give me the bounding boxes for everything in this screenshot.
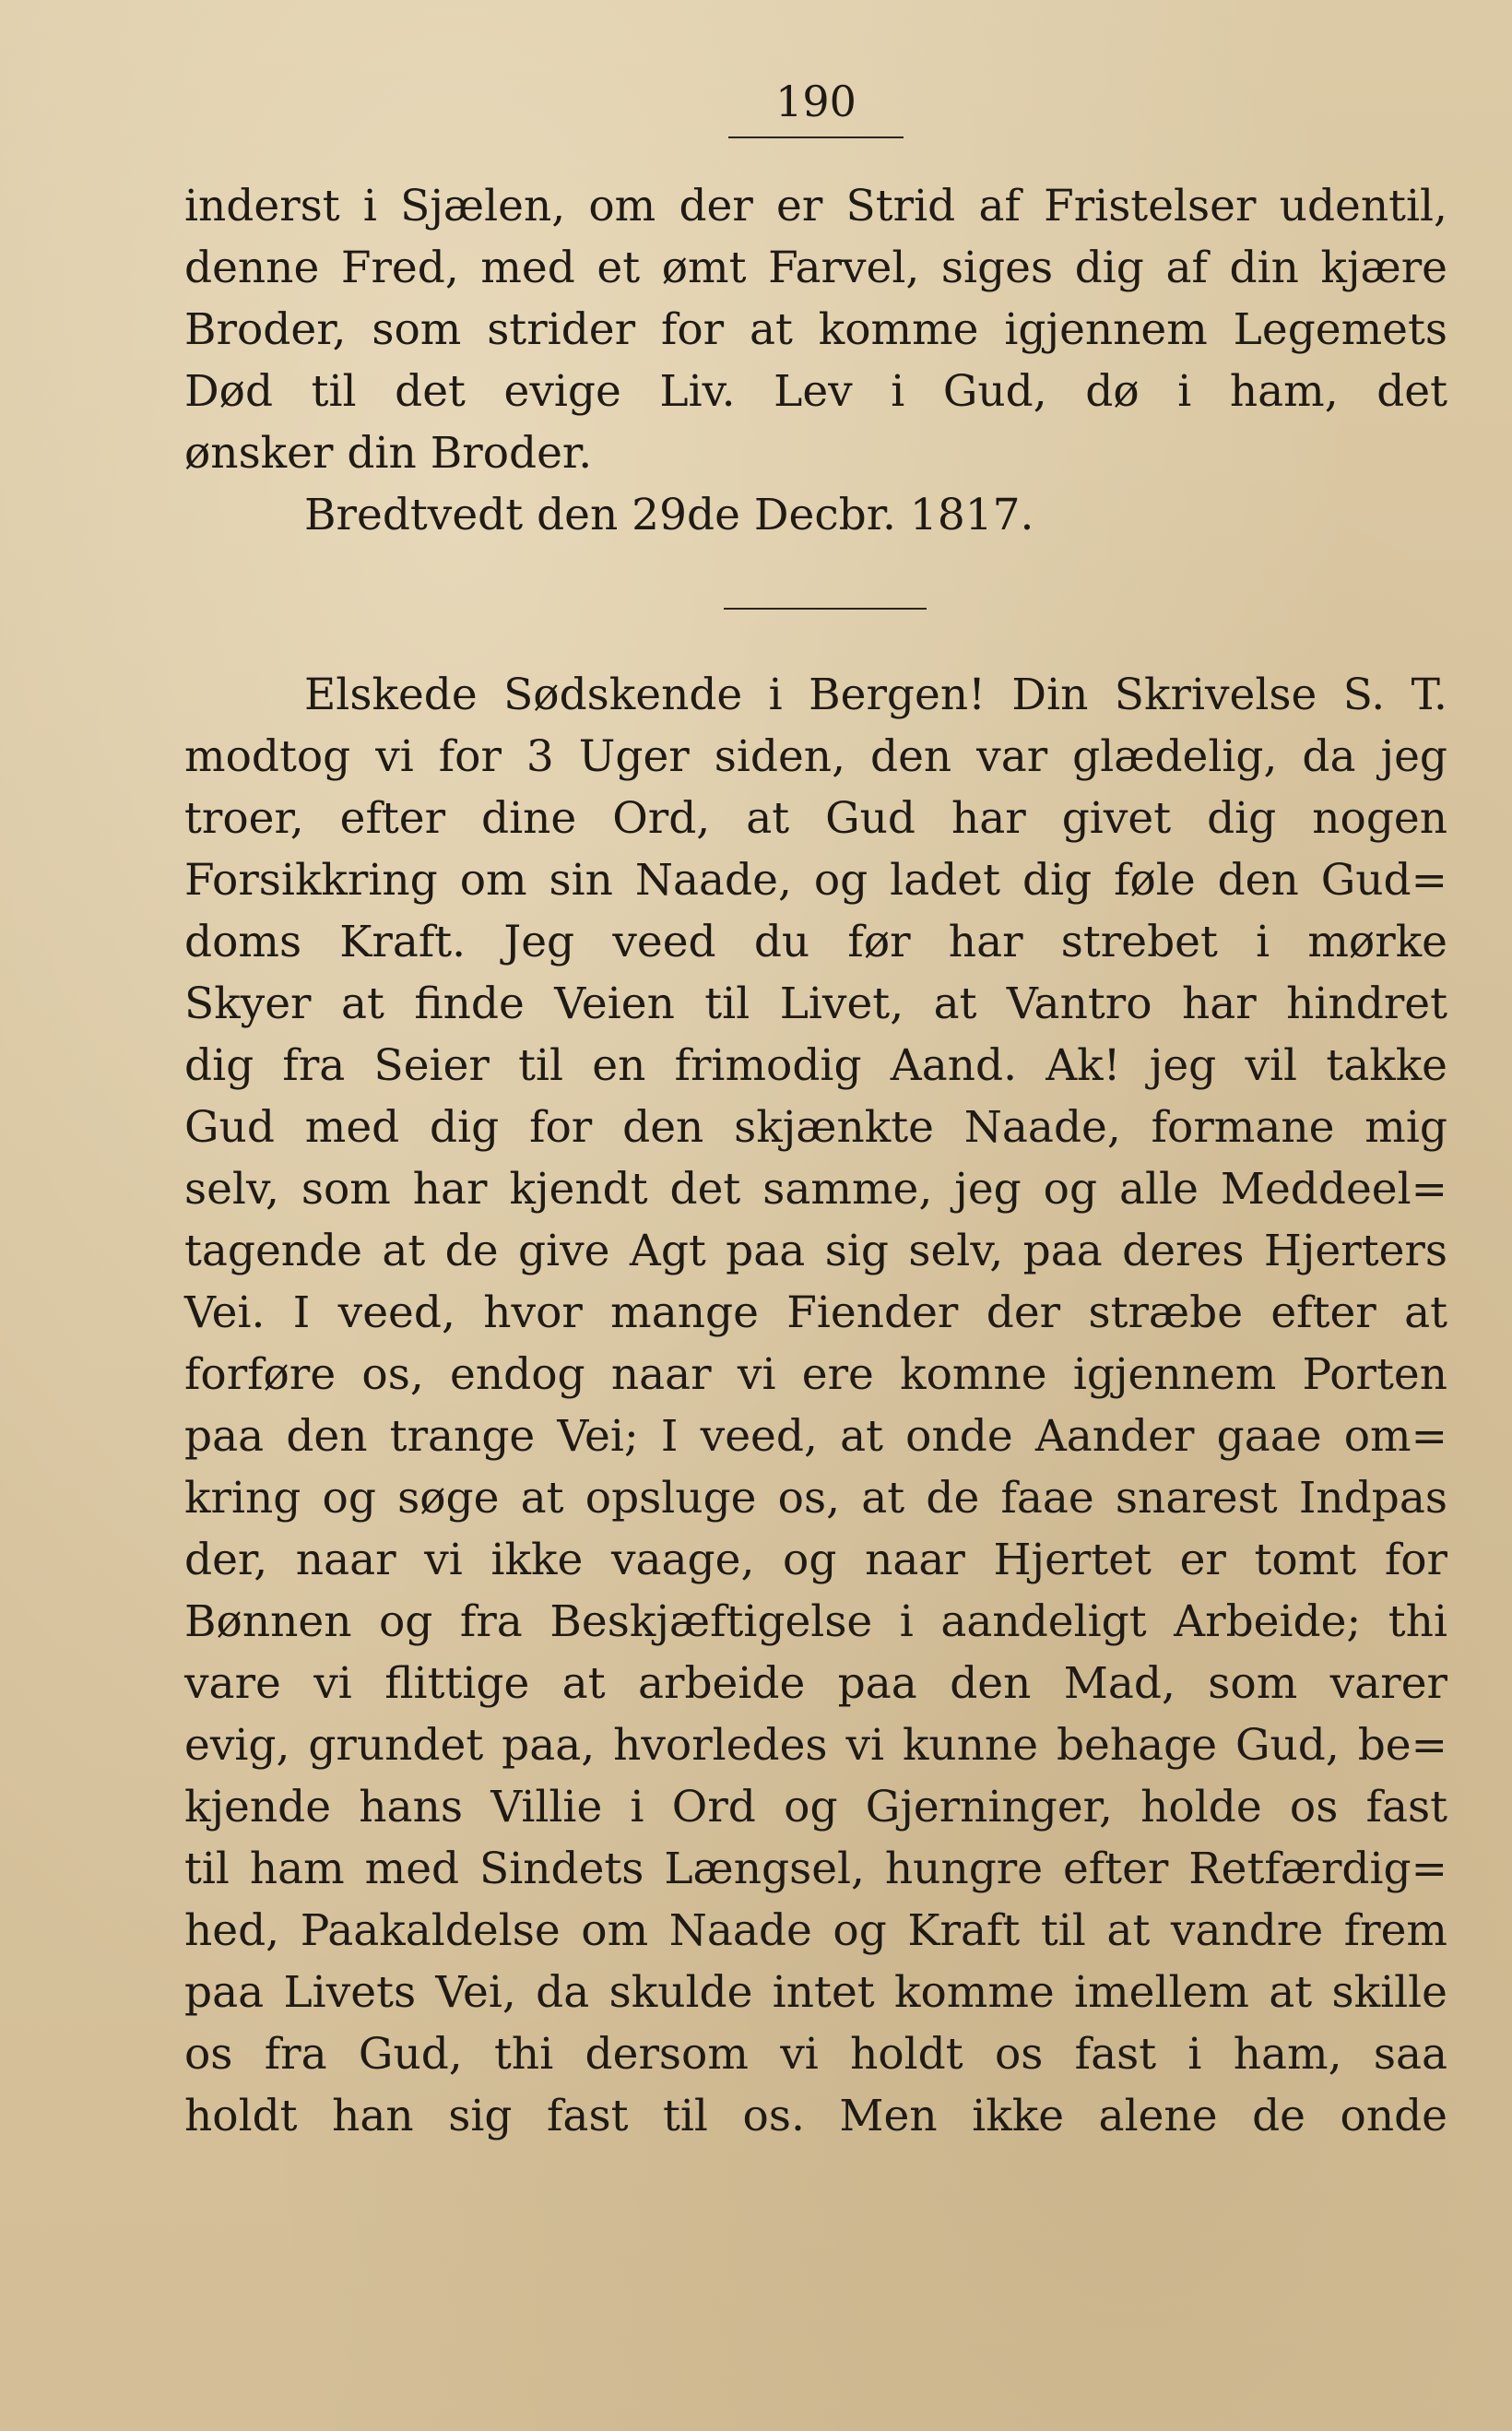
text-line: os fra Gud, thi dersom vi holdt os fast i ham, saa [184,2029,1447,2080]
text-line: forføre os, endog naar vi ere komne igjennem Porten [184,1349,1447,1400]
letter-ending [184,175,1447,546]
section-divider [724,608,927,610]
letter-body [184,664,1447,2147]
text-line: inderst i Sjælen, om der er Strid af Fristelser udentil, [184,181,1447,231]
text-line: Bønnen og fra Beskjæftigelse i aandeligt Arbeide; thi [184,1596,1447,1647]
text-line: Vei. I veed, hvor mange Fiender der stræbe efter at [184,1287,1447,1338]
text-line: ønsker din Broder. [184,428,593,479]
text-line: holdt han sig fast til os. Men ikke alene de onde [184,2091,1447,2141]
text-line: Broder, som strider for at komme igjennem Legemets [184,304,1447,355]
text-line: denne Fred, med et ømt Farvel, siges dig af din kjære [184,243,1447,293]
text-line: paa Livets Vei, da skulde intet komme imellem at skille [184,1967,1447,2018]
text-line: paa den trange Vei; I veed, at onde Aander gaae om= [184,1411,1447,1462]
text-line: vare vi flittige at arbeide paa den Mad, som varer [184,1658,1447,1709]
text-line: Gud med dig for den skjænkte Naade, formane mig [184,1102,1447,1153]
text-line: der, naar vi ikke vaage, og naar Hjertet er tomt for [184,1535,1447,1585]
text-line: kjende hans Villie i Ord og Gjerninger, holde os fast [184,1782,1447,1832]
text-line: selv, som har kjendt det samme, jeg og alle Meddeel= [184,1164,1447,1215]
text-line: evig, grundet paa, hvorledes vi kunne behage Gud, be= [184,1720,1447,1771]
text-line: tagende at de give Agt paa sig selv, paa deres Hjerters [184,1226,1447,1276]
text-line: til ham med Sindets Længsel, hungre efter Retfærdig= [184,1844,1447,1894]
text-line: kring og søge at opsluge os, at de faae snarest Indpas [184,1473,1447,1524]
text-line: dig fra Seier til en frimodig Aand. Ak! jeg vil takke [184,1040,1447,1091]
text-line: Forsikkring om sin Naade, og ladet dig føle den Gud= [184,855,1447,906]
text-line: troer, efter dine Ord, at Gud har givet dig nogen [184,793,1447,844]
text-line: Død til det evige Liv. Lev i Gud, dø i ham, det [184,366,1447,417]
letter-date-line: Bredtvedt den 29de Decbr. 1817. [304,490,1034,540]
page-number: 190 [775,77,856,126]
page-number-rule [728,136,904,138]
letter-salutation-line: Elskede Sødskende i Bergen! Din Skrivelse S. T. [304,670,1447,720]
text-line: modtog vi for 3 Uger siden, den var glædelig, da jeg [184,731,1447,782]
text-line: hed, Paakaldelse om Naade og Kraft til at vandre frem [184,1905,1447,1956]
text-line: Skyer at finde Veien til Livet, at Vantro har hindret [184,978,1447,1029]
text-line: doms Kraft. Jeg veed du før har strebet i mørke [184,917,1447,967]
